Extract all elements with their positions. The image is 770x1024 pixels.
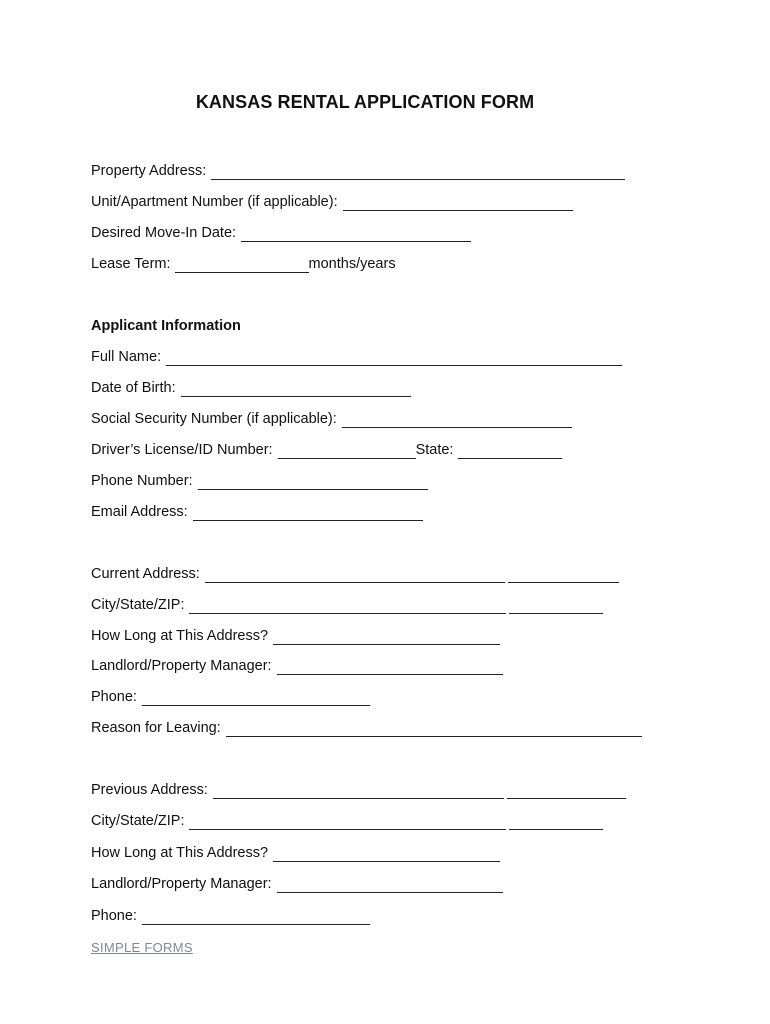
license-field[interactable]: [278, 444, 416, 459]
current-city-state-zip-label: City/State/ZIP:: [91, 597, 185, 613]
reason-leaving-row: [91, 719, 642, 737]
previous-address-label: Previous Address:: [91, 782, 208, 798]
previous-city-state-zip-field[interactable]: [189, 815, 506, 830]
license-row: [91, 441, 562, 459]
move-in-date-row: [91, 224, 471, 242]
property-address-field[interactable]: [211, 165, 625, 180]
lease-term-label: Lease Term:: [91, 256, 171, 272]
current-landlord-label: Landlord/Property Manager:: [91, 658, 272, 674]
current-city-state-zip-field[interactable]: [189, 599, 506, 614]
ssn-row: [91, 410, 572, 428]
lease-term-row: [91, 255, 396, 273]
unit-number-field[interactable]: [343, 196, 573, 211]
previous-landlord-field[interactable]: [277, 878, 503, 893]
lease-term-field[interactable]: [175, 258, 309, 273]
email-row: [91, 503, 423, 521]
phone-number-label: Phone Number:: [91, 473, 193, 489]
previous-address-row: [91, 781, 626, 799]
previous-address-field-extra[interactable]: [507, 784, 626, 799]
full-name-field[interactable]: [166, 351, 622, 366]
previous-phone-label: Phone:: [91, 908, 137, 924]
dob-label: Date of Birth:: [91, 380, 176, 396]
ssn-label: Social Security Number (if applicable):: [91, 411, 337, 427]
previous-how-long-row: [91, 844, 500, 862]
ssn-field[interactable]: [342, 413, 572, 428]
simple-forms-link[interactable]: SIMPLE FORMS: [91, 940, 193, 955]
current-how-long-row: [91, 627, 500, 645]
current-city-state-zip-row: [91, 596, 603, 614]
previous-how-long-field[interactable]: [273, 847, 500, 862]
phone-number-row: [91, 472, 428, 490]
previous-how-long-label: How Long at This Address?: [91, 845, 269, 861]
current-phone-row: [91, 688, 370, 706]
move-in-date-field[interactable]: [241, 227, 471, 242]
previous-landlord-row: [91, 875, 503, 893]
current-address-field-extra[interactable]: [508, 568, 619, 583]
current-address-label: Current Address:: [91, 566, 200, 582]
dob-row: [91, 379, 411, 397]
current-address-field[interactable]: [205, 568, 505, 583]
previous-phone-field[interactable]: [142, 910, 370, 925]
previous-address-field[interactable]: [213, 784, 504, 799]
previous-landlord-label: Landlord/Property Manager:: [91, 876, 272, 892]
property-address-row: [91, 162, 625, 180]
current-phone-field[interactable]: [142, 691, 370, 706]
current-zip-field[interactable]: [509, 599, 603, 614]
license-label: Driver’s License/ID Number:: [91, 442, 273, 458]
phone-number-field[interactable]: [198, 475, 428, 490]
dob-field[interactable]: [181, 382, 411, 397]
previous-city-state-zip-row: [91, 812, 603, 830]
full-name-row: [91, 348, 622, 366]
state-label: State:: [415, 442, 454, 458]
reason-leaving-field[interactable]: [226, 722, 642, 737]
reason-leaving-label: Reason for Leaving:: [91, 720, 221, 736]
property-address-label: Property Address:: [91, 163, 207, 179]
current-how-long-field[interactable]: [273, 630, 500, 645]
current-landlord-field[interactable]: [277, 660, 503, 675]
previous-city-state-zip-label: City/State/ZIP:: [91, 813, 185, 829]
state-field[interactable]: [458, 444, 562, 459]
previous-phone-row: [91, 907, 370, 925]
email-label: Email Address:: [91, 504, 188, 520]
current-how-long-label: How Long at This Address?: [91, 628, 269, 644]
move-in-date-label: Desired Move-In Date:: [91, 225, 237, 241]
current-landlord-row: [91, 657, 503, 675]
form-title: KANSAS RENTAL APPLICATION FORM: [195, 92, 535, 112]
applicant-info-heading: Applicant Information: [91, 318, 241, 334]
previous-zip-field[interactable]: [509, 815, 603, 830]
current-address-row: [91, 565, 619, 583]
full-name-label: Full Name:: [91, 349, 162, 365]
unit-number-row: [91, 193, 573, 211]
current-phone-label: Phone:: [91, 689, 137, 705]
lease-term-unit: months/years: [308, 256, 396, 272]
unit-number-label: Unit/Apartment Number (if applicable):: [91, 194, 338, 210]
email-field[interactable]: [193, 506, 423, 521]
